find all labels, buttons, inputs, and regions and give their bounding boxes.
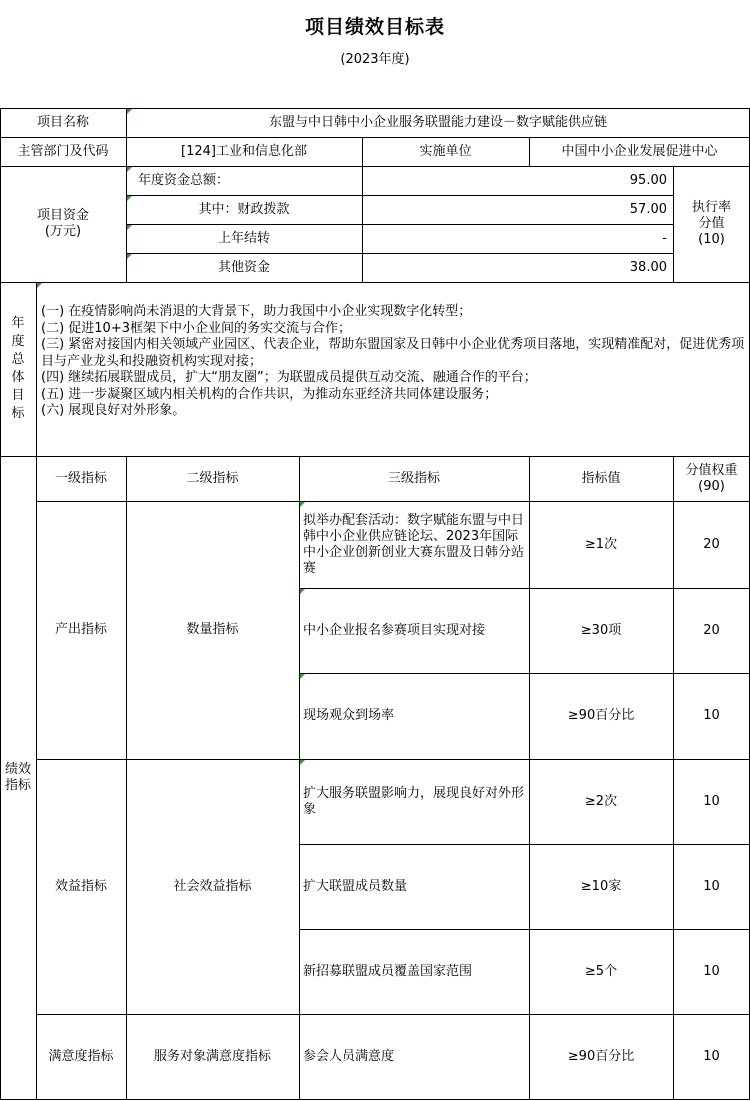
- table-row-weight: 10: [703, 963, 720, 979]
- header-level3: 三级指标: [387, 470, 440, 486]
- goal-item: (二) 促进10+3框架下中小企业间的务实交流与合作；: [41, 320, 351, 336]
- table-row-level3: 扩大联盟成员数量: [303, 878, 408, 894]
- goal-item: (六) 展现良好对外形象。: [41, 403, 186, 418]
- indicators-label-line2: 指标: [4, 778, 31, 793]
- table-row-value: ≥5个: [584, 963, 618, 979]
- implementing-unit-value: 中国中小企业发展促进中心: [561, 143, 718, 159]
- goals-label-char: 体: [11, 370, 25, 385]
- funds-total-value: 95.00: [629, 172, 667, 188]
- group-benefit-level2: 社会效益指标: [173, 878, 252, 894]
- table-row-level3: 拟举办配套活动：数字赋能东盟与中日韩中小企业供应链论坛、2023年国际中小企业创新创业大赛东盟及日韩分站赛: [303, 512, 525, 576]
- table-row-level3: 中小企业报名参赛项目实现对接: [303, 622, 486, 638]
- table-row-weight: 20: [703, 622, 720, 638]
- table-row-weight: 10: [703, 793, 720, 809]
- funds-carryover-value: -: [662, 230, 667, 246]
- header-level2: 二级指标: [186, 470, 239, 486]
- header-value: 指标值: [581, 470, 621, 486]
- funds-other-value: 38.00: [629, 259, 667, 275]
- implementing-unit-label: 实施单位: [419, 143, 472, 159]
- table-row-weight: 10: [703, 708, 720, 723]
- table-row-value: ≥90百分比: [567, 1049, 635, 1064]
- header-weight: [673, 456, 750, 501]
- execution-rate-line2: 分值: [698, 216, 725, 231]
- group-benefit-level1: 效益指标: [54, 878, 107, 894]
- execution-rate-line1: 执行率: [691, 200, 731, 215]
- funds-other-label: 其他资金: [217, 259, 270, 275]
- table-row-level3: 现场观众到场率: [303, 708, 395, 723]
- funds-fiscal-label: 其中：财政拨款: [198, 201, 290, 217]
- group-satisfaction-level1: 满意度指标: [48, 1049, 114, 1064]
- group-output-level2: 数量指标: [186, 622, 239, 637]
- group-output-level1: 产出指标: [54, 622, 107, 637]
- goal-item: (五) 进一步凝聚区域内相关机构的合作共识，为推动东亚经济共同体建设服务；: [41, 386, 498, 402]
- project-name-label: 项目名称: [36, 114, 89, 130]
- funds-total-label: 年度资金总额：: [138, 172, 230, 188]
- goal-item: (三) 紧密对接国内相关领域产业园区、代表企业，帮助东盟国家及日韩中小企业优秀项目落地，实现精准配对，促进优秀项目与产业龙头和投融资机构实现对接；: [41, 337, 745, 369]
- header-weight-line2: (90): [698, 478, 725, 494]
- table-row-value: ≥1次: [584, 536, 618, 552]
- funds-label-line2: (万元): [44, 224, 82, 239]
- table-row-value: ≥2次: [584, 793, 618, 809]
- department-label: 主管部门及代码: [17, 143, 109, 159]
- page-year: (2023年度): [340, 52, 410, 67]
- annual-goals-label: [0, 282, 36, 456]
- table-row-value: ≥10家: [580, 878, 622, 894]
- goals-label-char: 年: [11, 316, 25, 331]
- goals-label-char: 总: [11, 352, 25, 367]
- header-weight-line1: 分值权重: [685, 462, 738, 478]
- goal-item: (四) 继续拓展联盟成员，扩大“朋友圈”；为联盟成员提供互动交流、融通合作的平台；: [41, 370, 537, 385]
- table-row-weight: 20: [703, 536, 720, 552]
- execution-rate-score: [673, 166, 750, 282]
- funds-fiscal-value: 57.00: [629, 201, 667, 217]
- goals-label-char: 度: [11, 334, 25, 349]
- goal-item: (一) 在疫情影响尚未消退的大背景下，助力我国中小企业实现数字化转型；: [41, 304, 472, 319]
- table-row-weight: 10: [703, 878, 720, 894]
- header-level1: 一级指标: [54, 470, 107, 486]
- annual-goals-text: [41, 304, 748, 420]
- group-satisfaction-level2: 服务对象满意度指标: [153, 1049, 271, 1064]
- goals-label-char: 标: [11, 406, 25, 421]
- indicators-label: [0, 456, 36, 1100]
- funds-label: [0, 166, 126, 282]
- department-value: [124]工业和信息化部: [181, 143, 307, 159]
- execution-rate-line3: (10): [698, 232, 725, 247]
- table-row-level3: 新招募联盟成员覆盖国家范围: [303, 963, 473, 979]
- page-title: 项目绩效目标表: [304, 16, 445, 38]
- table-row-value: ≥90百分比: [567, 708, 635, 723]
- table-row-level3: 扩大服务联盟影响力，展现良好对外形象: [303, 785, 525, 817]
- table-row-value: ≥30项: [580, 622, 622, 638]
- table-row-weight: 10: [703, 1049, 720, 1064]
- table-row-level3: 参会人员满意度: [303, 1049, 395, 1064]
- project-name-value: 东盟与中日韩中小企业服务联盟能力建设－数字赋能供应链: [268, 114, 607, 130]
- funds-carryover-label: 上年结转: [217, 230, 270, 246]
- cell-marker: [37, 283, 42, 288]
- funds-label-line1: 项目资金: [36, 208, 89, 223]
- goals-label-char: 目: [11, 388, 25, 403]
- indicators-label-line1: 绩效: [4, 762, 31, 777]
